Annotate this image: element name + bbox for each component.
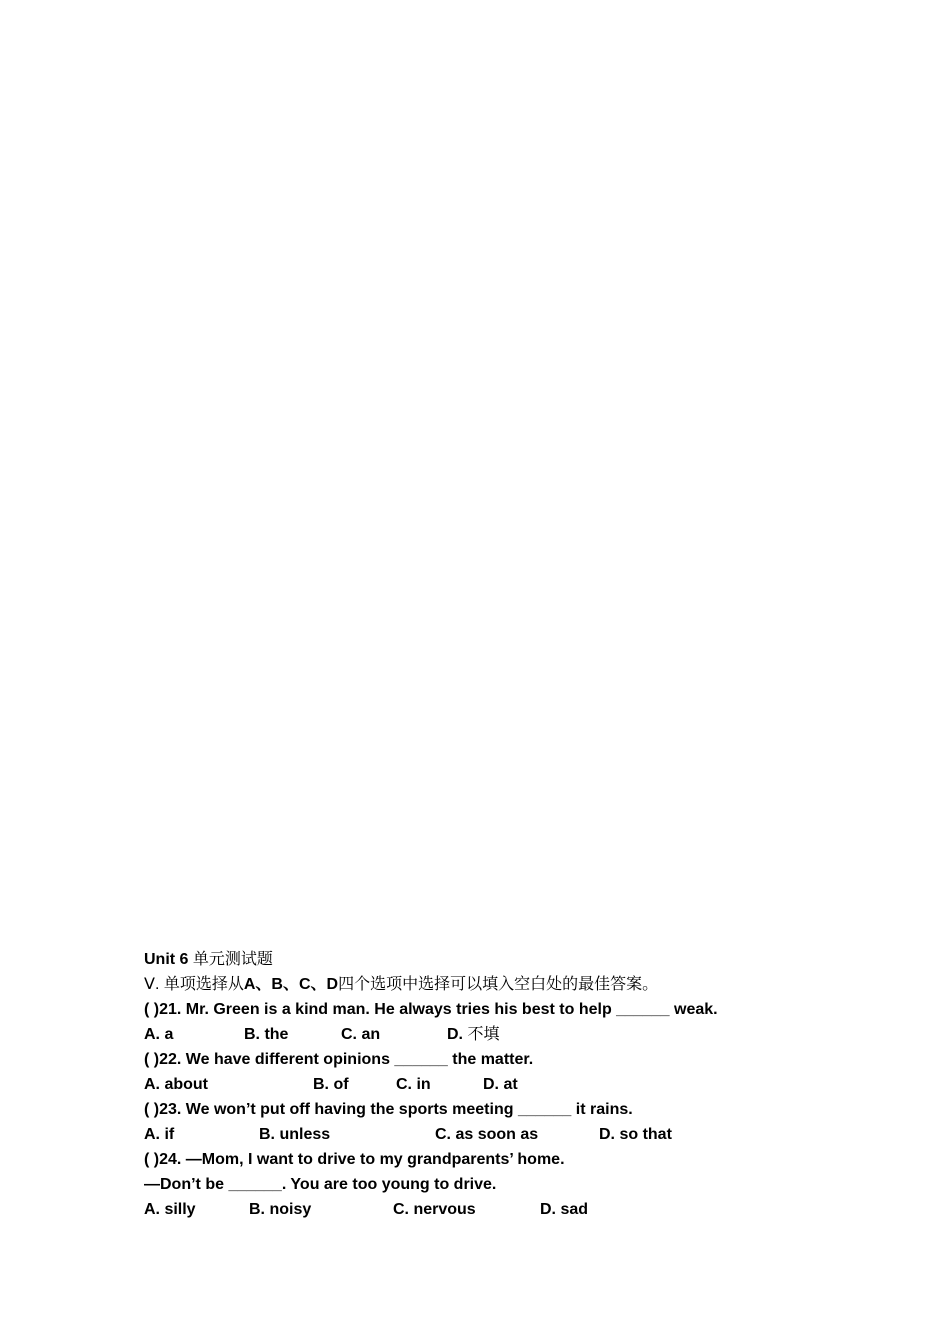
instruction-text-1: 单项选择从	[163, 976, 244, 993]
option-a: A. about	[144, 1076, 208, 1093]
question-23-options	[144, 1122, 844, 1147]
question-24-stem-reply: —Don’t be ______. You are too young to drive.	[144, 1176, 497, 1193]
option-c: C. an	[341, 1026, 381, 1043]
option-d-label: D.	[447, 1026, 468, 1043]
option-d	[447, 1022, 499, 1047]
page-title	[144, 947, 844, 972]
option-d: D. so that	[599, 1126, 672, 1143]
option-d: D. sad	[540, 1201, 589, 1218]
test-section	[144, 947, 844, 1222]
option-b: B. unless	[259, 1126, 331, 1143]
option-a: A. silly	[144, 1201, 196, 1218]
option-c: C. as soon as	[435, 1126, 539, 1143]
option-b: B. of	[313, 1076, 349, 1093]
option-b: B. the	[244, 1026, 289, 1043]
option-a: A. a	[144, 1026, 174, 1043]
question-21-stem: ( )21. Mr. Green is a kind man. He always tries his best to help ______ weak.	[144, 1001, 718, 1018]
question-23-stem: ( )23. We won’t put off having the sports meeting ______ it rains.	[144, 1101, 633, 1118]
title-chinese: 单元测试题	[192, 951, 273, 968]
question-22-stem: ( )22. We have different opinions ______ the matter.	[144, 1051, 534, 1068]
instruction-letters: A、B、C、D	[243, 976, 339, 993]
option-c: C. in	[396, 1076, 431, 1093]
instruction-text-2: 四个选项中选择可以填入空白处的最佳答案。	[338, 976, 659, 993]
option-d-chinese: 不填	[467, 1026, 500, 1043]
question-21-options	[144, 1022, 844, 1047]
option-d: D. at	[483, 1076, 518, 1093]
option-a: A. if	[144, 1126, 175, 1143]
option-c: C. nervous	[393, 1201, 476, 1218]
title-english: Unit 6	[144, 951, 193, 968]
question-22-options	[144, 1072, 844, 1097]
option-b: B. noisy	[249, 1201, 312, 1218]
question-24-options	[144, 1197, 844, 1222]
question-24-stem: ( )24. —Mom, I want to drive to my grandparents’ home.	[144, 1151, 565, 1168]
section-marker: Ⅴ.	[144, 976, 164, 993]
section-instruction	[144, 972, 844, 997]
